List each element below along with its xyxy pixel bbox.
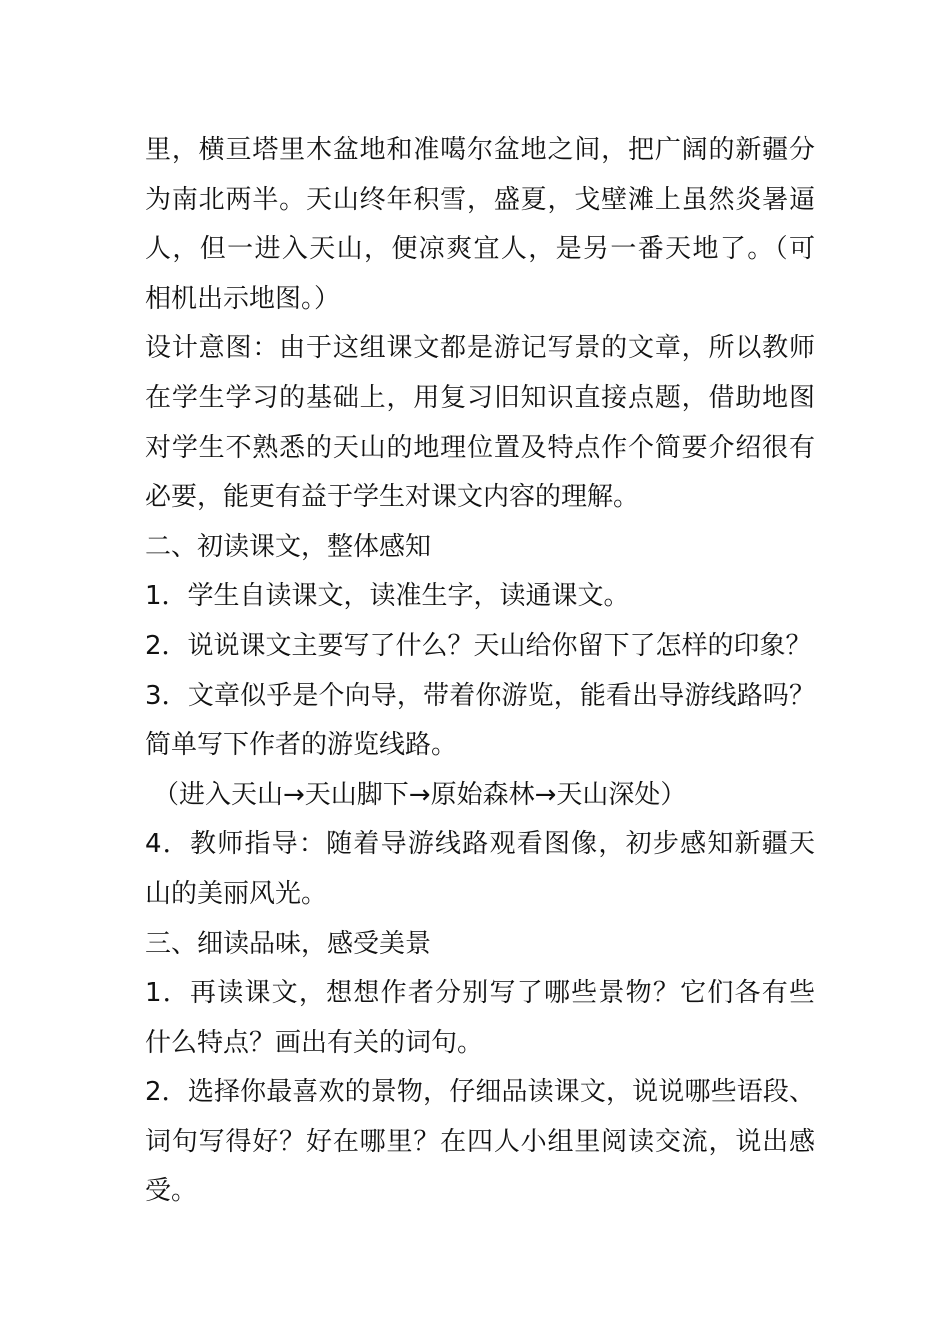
list-item-2-2: 2．说说课文主要写了什么？天山给你留下了怎样的印象？ (145, 630, 812, 661)
design-intent-line-1: 设计意图：由于这组课文都是游记写景的文章，所以教师 (145, 333, 815, 364)
text-line-3: 人，但一进入天山，便凉爽宜人，是另一番天地了。（可 (145, 234, 815, 265)
document-body (145, 126, 815, 1217)
list-item-2-3: 3．文章似乎是个向导，带着你游览，能看出导游线路吗？ (145, 680, 815, 711)
section-heading-2: 二、初读课文，整体感知 (145, 531, 432, 562)
list-item-3-1: 1．再读课文，想想作者分别写了哪些景物？它们各有些 (145, 978, 815, 1009)
section-heading-3: 三、细读品味，感受美景 (145, 928, 432, 959)
text-line-4: 相机出示地图。） (145, 283, 341, 314)
text-line-2: 为南北两半。天山终年积雪，盛夏，戈壁滩上虽然炎暑逼 (145, 184, 815, 215)
list-item-3-2-end: 受。 (145, 1176, 198, 1207)
list-item-3-2-cont: 词句写得好？好在哪里？在四人小组里阅读交流，说出感 (145, 1126, 815, 1157)
list-item-2-4: 4．教师指导：随着导游线路观看图像，初步感知新疆天 (145, 829, 815, 860)
list-item-2-4-cont: 山的美丽风光。 (145, 878, 328, 909)
design-intent-line-3: 对学生不熟悉的天山的地理位置及特点作个简要介绍很有 (145, 432, 815, 463)
list-item-2-3-cont: 简单写下作者的游览线路。 (145, 730, 458, 761)
text-line-1: 里，横亘塔里木盆地和准噶尔盆地之间，把广阔的新疆分 (145, 135, 815, 165)
list-item-3-1-cont: 什么特点？画出有关的词句。 (145, 1027, 484, 1058)
design-intent-line-2: 在学生学习的基础上，用复习旧知识直接点题，借助地图 (145, 382, 815, 413)
list-item-3-2: 2．选择你最喜欢的景物，仔细品读课文，说说哪些语段、 (145, 1077, 815, 1108)
route-line: （进入天山→天山脚下→原始森林→天山深处） (153, 779, 687, 810)
design-intent-line-4: 必要，能更有益于学生对课文内容的理解。 (145, 482, 640, 513)
list-item-2-1: 1．学生自读课文，读准生字，读通课文。 (145, 581, 630, 612)
